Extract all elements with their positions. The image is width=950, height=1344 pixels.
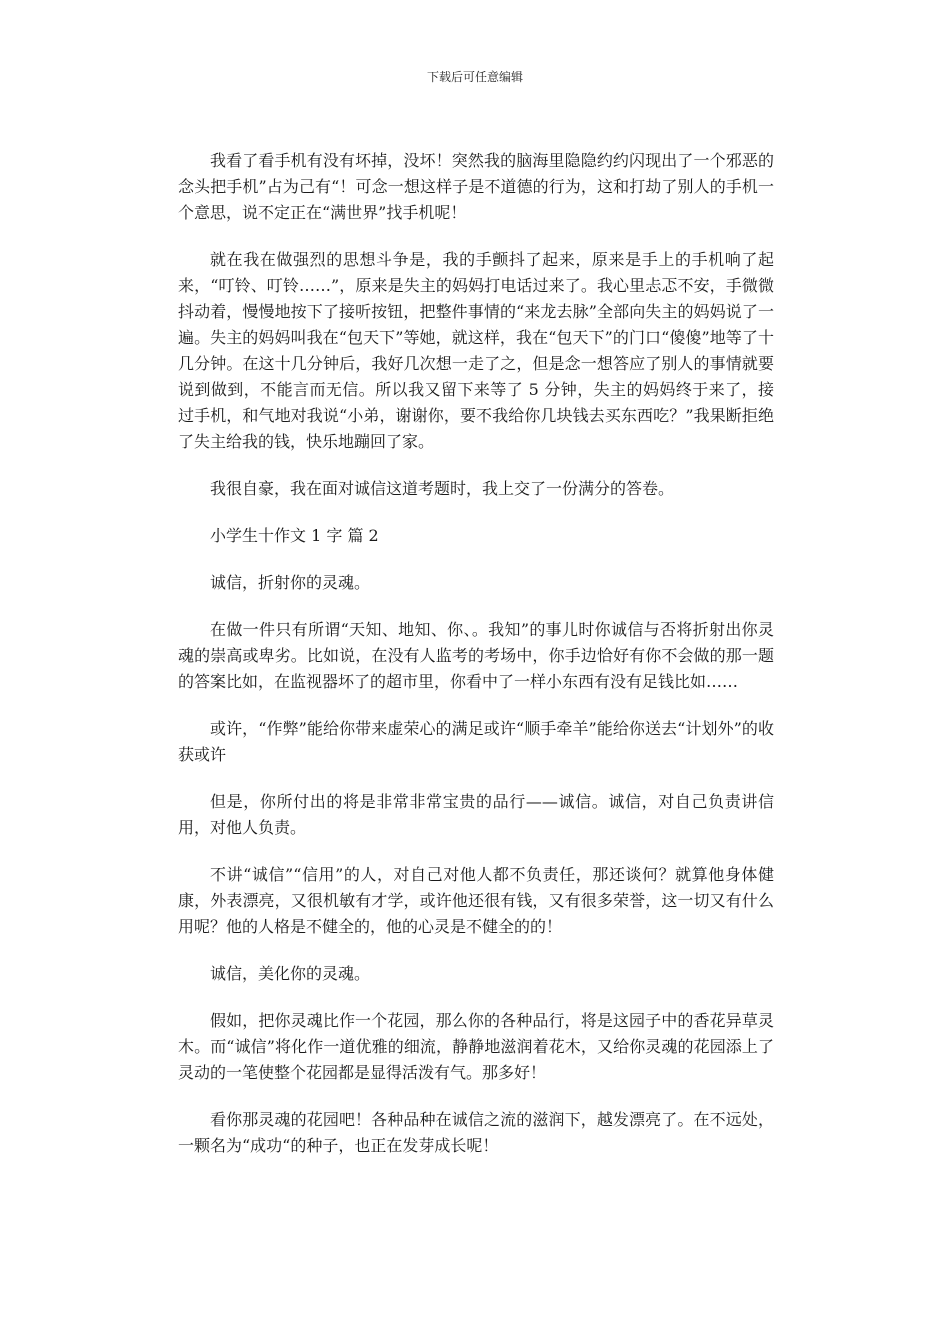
paragraph: 假如，把你灵魂比作一个花园，那么你的各种品行，将是这园子中的香花异草灵木。而“诚信”将化作一道优雅的细流，静静地滋润着花木，又给你灵魂的花园添上了灵动的一笔使整个花园都是显得活泼有气。那多好！ (178, 1011, 774, 1082)
paragraph: 在做一件只有所谓“天知、地知、你、。我知”的事儿时你诚信与否将折射出你灵魂的崇高或卑劣。比如说，在没有人监考的考场中，你手边恰好有你不会做的那一题的答案比如，在监视器坏了的超市里，你看中了一样小东西有没有足钱比如…… (178, 620, 774, 691)
document-body (178, 148, 774, 1180)
paragraph: 诚信，美化你的灵魂。 (210, 964, 371, 983)
paragraph: 我看了看手机有没有坏掉，没坏！突然我的脑海里隐隐约约闪现出了一个邪恶的念头把手机”占为己有“！可念一想这样子是不道德的行为，这和打劫了别人的手机一个意思，说不定正在“满世界”找手机呢！ (178, 151, 774, 222)
paragraph: 诚信，折射你的灵魂。 (210, 573, 371, 592)
paragraph: 不讲“诚信”“信用”的人，对自己对他人都不负责任，那还谈何？就算他身体健康，外表漂亮，又很机敏有才学，或许他还很有钱，又有很多荣誉，这一切又有什么用呢？他的人格是不健全的，他的心灵是不健全的的！ (178, 865, 774, 936)
section-title: 小学生十作文 1 字 篇 2 (210, 526, 379, 545)
paragraph: 就在我在做强烈的思想斗争是，我的手颤抖了起来，原来是手上的手机响了起来，“叮铃、叮铃……”，原来是失主的妈妈打电话过来了。我心里忐忑不安，手微微抖动着，慢慢地按下了接听按钮，把整件事情的“来龙去脉”全部向失主的妈妈说了一遍。失主的妈妈叫我在“包天下”等她，就这样，我在“包天下”的门口“傻傻”地等了十几分钟。在这十几分钟后，我好几次想一走了之，但是念一想答应了别人的事情就要说到做到，不能言而无信。所以我又留下来等了 5 分钟，失主的妈妈终于来了，接过手机，和气地对我说“小弟，谢谢你，要不我给你几块钱去买东西吃？”我果断拒绝了失主给我的钱，快乐地蹦回了家。 (178, 250, 774, 451)
paragraph: 或许，“作弊”能给你带来虚荣心的满足或许“顺手牵羊”能给你送去“计划外”的收获或许 (178, 719, 774, 764)
paragraph: 但是，你所付出的将是非常非常宝贵的品行——诚信。诚信，对自己负责讲信用，对他人负责。 (178, 792, 774, 837)
paragraph: 我很自豪，我在面对诚信这道考题时，我上交了一份满分的答卷。 (210, 479, 675, 498)
paragraph: 看你那灵魂的花园吧！各种品种在诚信之流的滋润下，越发漂亮了。在不远处，一颗名为“成功“的种子，也正在发芽成长呢！ (178, 1110, 774, 1155)
page-header: 下载后可任意编辑 (426, 70, 523, 84)
